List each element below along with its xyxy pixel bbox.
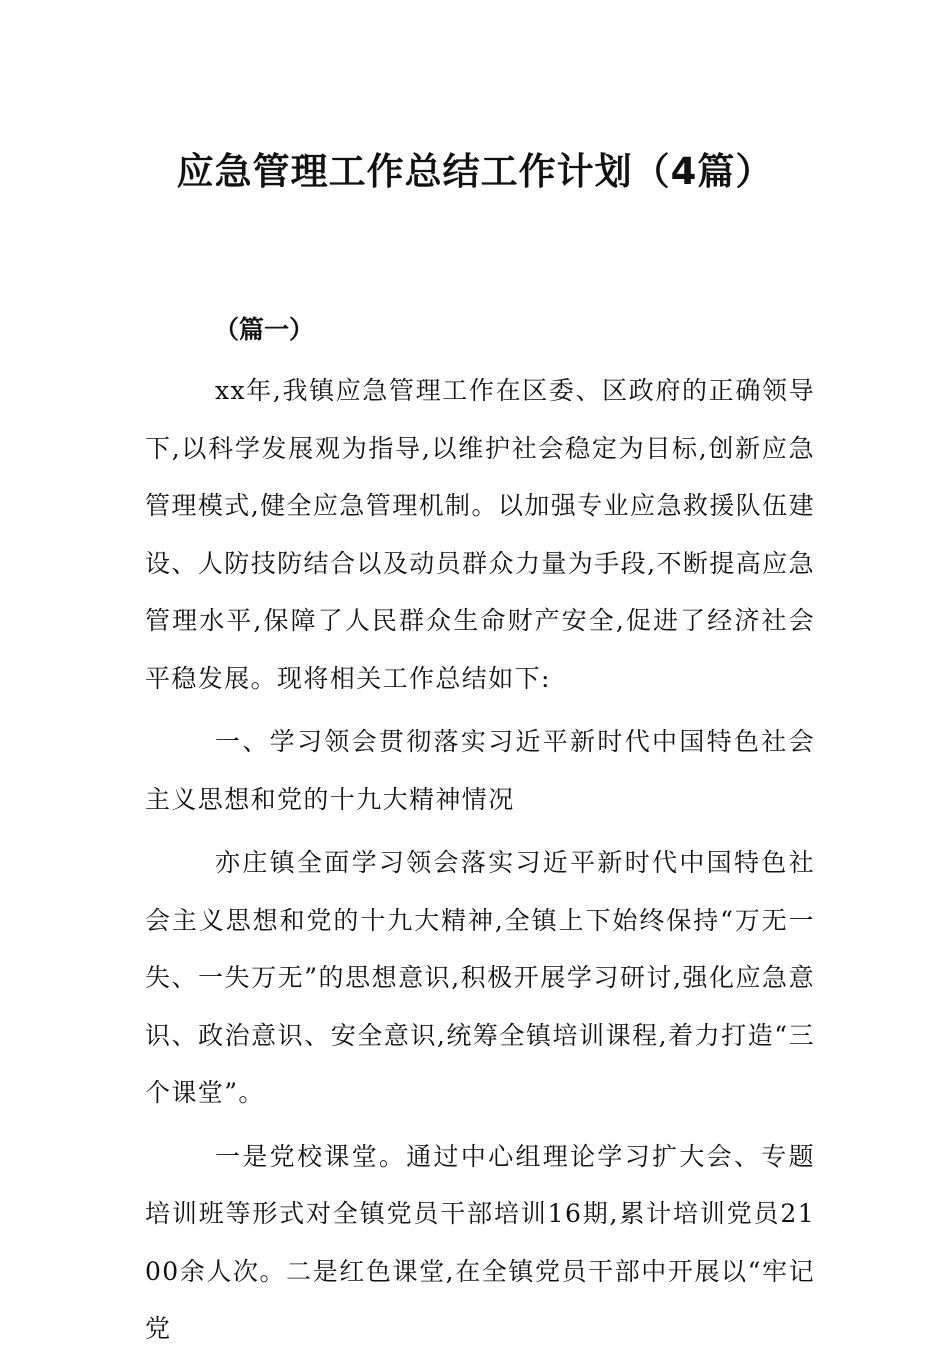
paragraph-heading-one: 一、学习领会贯彻落实习近平新时代中国特色社会主义思想和党的十九大精神情况 [145,727,815,814]
document-title: 应急管理工作总结工作计划（4篇） [176,150,774,193]
section-heading: （篇一） [214,315,315,344]
document-body [145,362,815,1364]
paragraph-classrooms: 一是党校课堂。通过中心组理论学习扩大会、专题培训班等形式对全镇党员干部培训16期,累计培训党员2100余人次。二是红色课堂,在全镇党员干部中开展以“牢记党 [145,1141,815,1343]
paragraph-intro: xx年,我镇应急管理工作在区委、区政府的正确领导下,以科学发展观为指导,以维护社会稳定为目标,创新应急管理模式,健全应急管理机制。以加强专业应急救援队伍建设、人防技防结合以及动员群众力量为手段,不断提高应急管理水平,保障了人民群众生命财产安全,促进了经济社会平稳发展。现将相关工作总结如下: [145,376,815,693]
paragraph-study: 亦庄镇全面学习领会落实习近平新时代中国特色社会主义思想和党的十九大精神,全镇上下始终保持“万无一失、一失万无”的思想意识,积极开展学习研讨,强化应急意识、政治意识、安全意识,统筹全镇培训课程,着力打造“三个课堂”。 [145,848,815,1107]
